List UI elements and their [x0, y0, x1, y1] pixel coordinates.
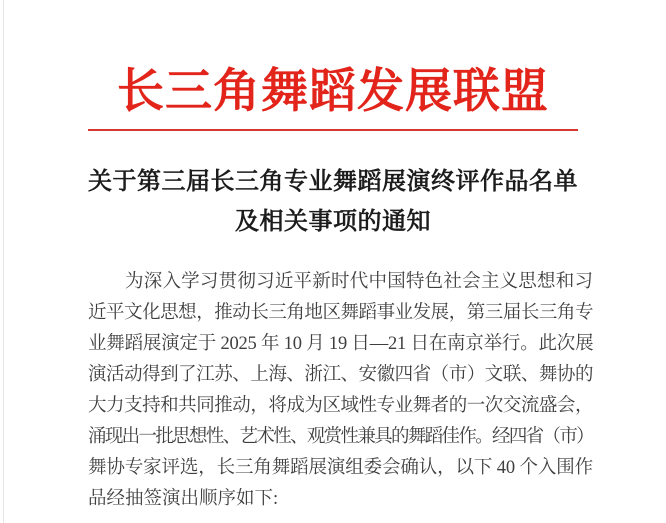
notice-title-line1: 关于第三届长三角专业舞蹈展演终评作品名单: [88, 169, 578, 195]
body-line: 涌现出一批思想性、艺术性、观赏性兼具的舞蹈佳作。经四省（市）: [88, 427, 594, 447]
notice-title: [81, 162, 586, 242]
body-line: 舞协专家评选，长三角舞蹈展演组委会确认，以下 40 个入围作: [88, 458, 593, 478]
notice-body: [88, 267, 593, 515]
org-title: 长三角舞蹈发展联盟: [117, 66, 549, 118]
body-line: 业舞蹈展演定于 2025 年 10 月 19 日—21 日在南京举行。此次展: [88, 334, 594, 354]
red-divider-rule: [88, 129, 578, 131]
body-line: 品经抽签演出顺序如下:: [88, 489, 279, 509]
page-left-edge-line: [3, 0, 4, 523]
body-line: 演活动得到了江苏、上海、浙江、安徽四省（市）文联、舞协的: [88, 365, 594, 385]
body-line: 近平文化思想，推动长三角地区舞蹈事业发展，第三届长三角专: [88, 303, 594, 323]
body-line: 为深入学习贯彻习近平新时代中国特色社会主义思想和习: [125, 272, 593, 292]
notice-title-line2: 及相关事项的通知: [235, 209, 431, 235]
body-line: 大力支持和共同推动，将成为区域性专业舞者的一次交流盛会，: [88, 396, 594, 416]
